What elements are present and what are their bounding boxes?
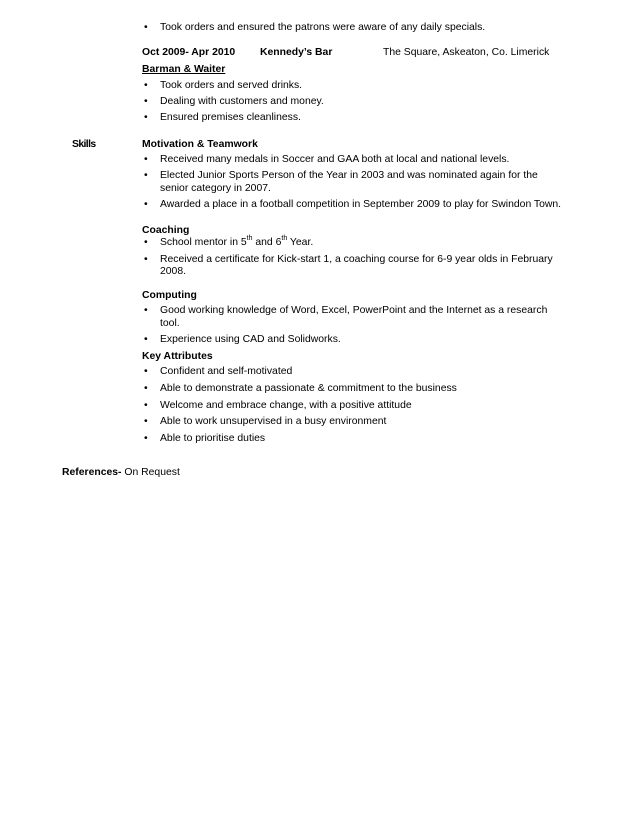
bullet-icon: • xyxy=(144,198,148,210)
job-title: Barman & Waiter xyxy=(142,64,226,75)
references-label: References- xyxy=(62,467,122,478)
list-item xyxy=(142,170,562,195)
list-item-text: Confident and self-motivated xyxy=(160,366,293,377)
list-item-text: Able to work unsupervised in a busy environment xyxy=(160,416,387,428)
computing-bullets xyxy=(142,305,562,346)
motivation-heading: Motivation & Teamwork xyxy=(142,139,258,150)
bullet-icon: • xyxy=(144,22,148,33)
mentor-mid: and 6 xyxy=(252,237,282,248)
list-item xyxy=(142,383,562,396)
coaching-heading: Coaching xyxy=(142,225,190,236)
job-employer: Kennedy’s Bar xyxy=(260,47,333,58)
bullet-icon: • xyxy=(144,416,148,428)
list-item xyxy=(142,22,562,35)
list-item-text: Ensured premises cleanliness. xyxy=(160,112,301,124)
mentor-sup-1: th xyxy=(246,235,253,242)
bullet-icon: • xyxy=(144,433,148,445)
bullet-icon: • xyxy=(144,170,148,182)
list-item xyxy=(142,334,562,347)
list-item xyxy=(142,305,562,330)
bullet-icon: • xyxy=(144,112,148,124)
mentor-prefix: School mentor in 5 xyxy=(160,237,247,248)
list-item-text: Dealing with customers and money. xyxy=(160,96,324,108)
list-item-text: Welcome and embrace change, with a positive attitude xyxy=(160,399,412,411)
bar-job-bullets xyxy=(142,22,562,35)
bullet-icon: • xyxy=(144,399,148,411)
mentor-sup-2: th xyxy=(281,235,288,242)
list-item-text: Elected Junior Sports Person of the Year in 2003 and was nominated again for the senior category in 2007. xyxy=(160,170,538,194)
references-line xyxy=(62,466,180,479)
list-item-text: Took orders and ensured the patrons were aware of any daily specials. xyxy=(160,22,486,33)
list-item xyxy=(142,80,562,93)
bullet-icon: • xyxy=(144,382,148,394)
list-item-text: Able to demonstrate a passionate & commitment to the business xyxy=(160,382,457,394)
skills-label: Skills xyxy=(72,139,96,150)
computing-heading: Computing xyxy=(142,290,197,301)
bullet-icon: • xyxy=(144,366,148,377)
list-item xyxy=(142,237,562,250)
bullet-icon: • xyxy=(144,154,148,165)
list-item xyxy=(142,199,562,212)
list-item-text: Awarded a place in a football competition in September 2009 to play for Swindon Town. xyxy=(160,198,562,210)
bullet-icon: • xyxy=(144,80,148,91)
list-item-text: Able to prioritise duties xyxy=(160,433,266,445)
list-item xyxy=(142,433,562,446)
list-item-text: Took orders and served drinks. xyxy=(160,80,303,91)
kennedys-job-bullets xyxy=(142,80,562,125)
bullet-icon: • xyxy=(144,305,148,316)
job-dates: Oct 2009- Apr 2010 xyxy=(142,47,236,58)
list-item-text: Experience using CAD and Solidworks. xyxy=(160,333,341,345)
mentor-suffix: Year. xyxy=(287,237,314,248)
list-item xyxy=(142,112,562,125)
references-value: On Request xyxy=(124,467,180,478)
list-item-text: Good working knowledge of Word, Excel, PowerPoint and the Internet as a research tool. xyxy=(160,305,548,329)
motivation-bullets xyxy=(142,154,562,212)
list-item xyxy=(142,254,562,279)
job-location: The Square, Askeaton, Co. Limerick xyxy=(383,47,550,58)
list-item xyxy=(142,154,562,167)
bullet-icon: • xyxy=(144,253,148,265)
list-item-text: Received many medals in Soccer and GAA both at local and national levels. xyxy=(160,154,510,165)
bullet-icon: • xyxy=(144,96,148,108)
attributes-bullets xyxy=(142,366,562,446)
list-item xyxy=(142,366,562,379)
list-item xyxy=(142,416,562,429)
list-item xyxy=(142,400,562,413)
attributes-heading: Key Attributes xyxy=(142,351,213,362)
bullet-icon: • xyxy=(144,237,148,248)
list-item-text: Received a certificate for Kick-start 1, a coaching course for 6-9 year olds in February 2008. xyxy=(160,253,553,278)
list-item xyxy=(142,96,562,109)
bullet-icon: • xyxy=(144,333,148,345)
coaching-bullets xyxy=(142,237,562,279)
